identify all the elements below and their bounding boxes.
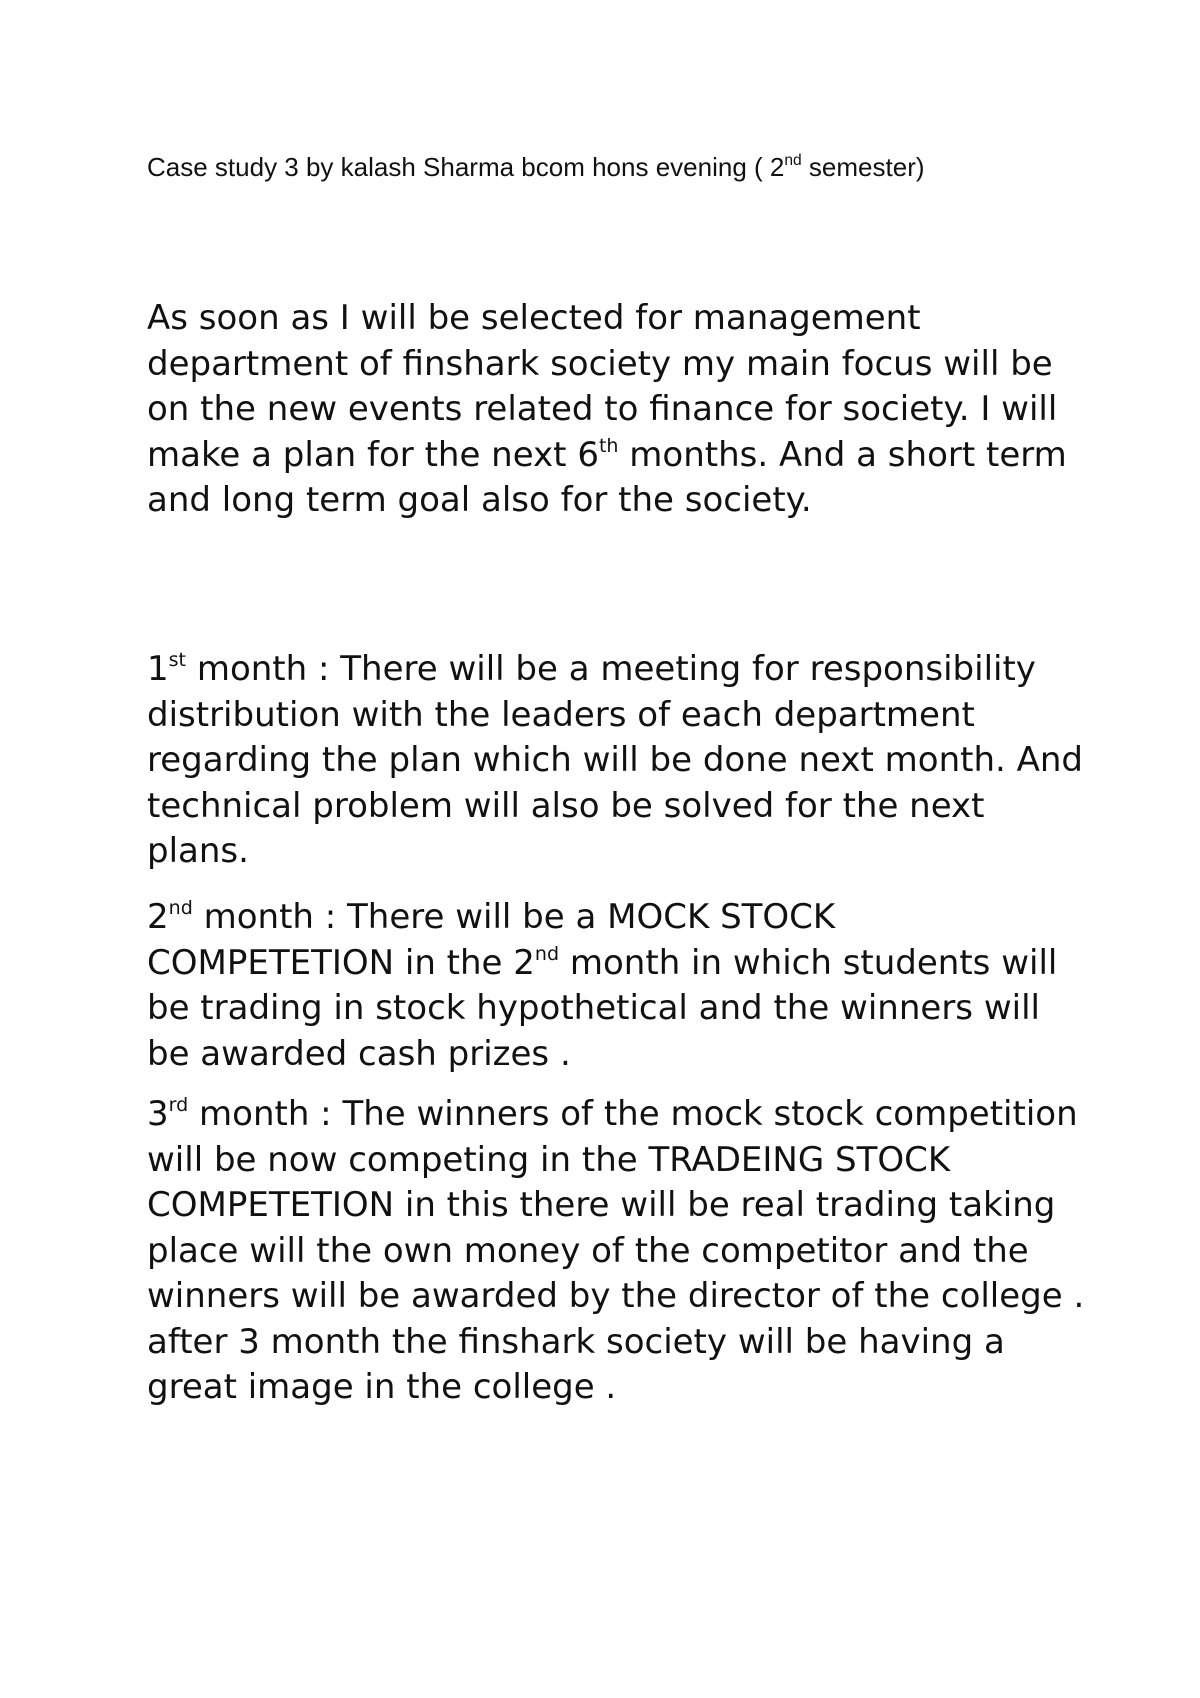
month-2-text-end: month in which students will be trading in stock hypothetical and the winners will be awarded cash prizes .	[147, 942, 1058, 1074]
month-2-superscript: nd	[168, 897, 193, 920]
title-text-end: semester)	[801, 152, 925, 182]
month-1-paragraph	[147, 647, 1087, 875]
title-superscript: nd	[784, 152, 802, 170]
month-2-number: 2	[147, 897, 169, 937]
document-title	[147, 150, 1107, 184]
intro-text-end: months. And a short term and long term goal also for the society.	[147, 434, 1067, 520]
month-3-text: month : The winners of the mock stock competition will be now competing in the TRADEING STOCK COMPETETION in this there will be real trading taking place will the own money of the competitor and the winners will be awarded by the director of the college . after 3 month the finshark society will be having a great image in the college .	[147, 1094, 1085, 1407]
month-1-text: month : There will be a meeting for responsibility distribution with the leaders of each department regarding the plan which will be done next month. And technical problem will also be solved for the next plans.	[147, 649, 1083, 871]
month-3-paragraph	[147, 1092, 1087, 1411]
month-2-text: month : There will be a MOCK STOCK COMPETETION in the 2	[147, 897, 836, 983]
month-2-inline-superscript: nd	[534, 942, 560, 965]
month-3-superscript: rd	[168, 1094, 189, 1117]
month-1-superscript: st	[168, 649, 187, 672]
intro-paragraph	[147, 296, 1087, 524]
month-1-number: 1	[147, 649, 169, 689]
month-2-paragraph	[147, 895, 1087, 1077]
title-text: Case study 3 by kalash Sharma bcom hons evening ( 2	[147, 152, 785, 182]
intro-superscript: th	[598, 434, 619, 457]
intro-text: As soon as I will be selected for management department of finshark society my main focus will be on the new events related to finance for society. I will make a plan for the next 6	[147, 298, 1058, 475]
month-3-number: 3	[147, 1094, 169, 1134]
